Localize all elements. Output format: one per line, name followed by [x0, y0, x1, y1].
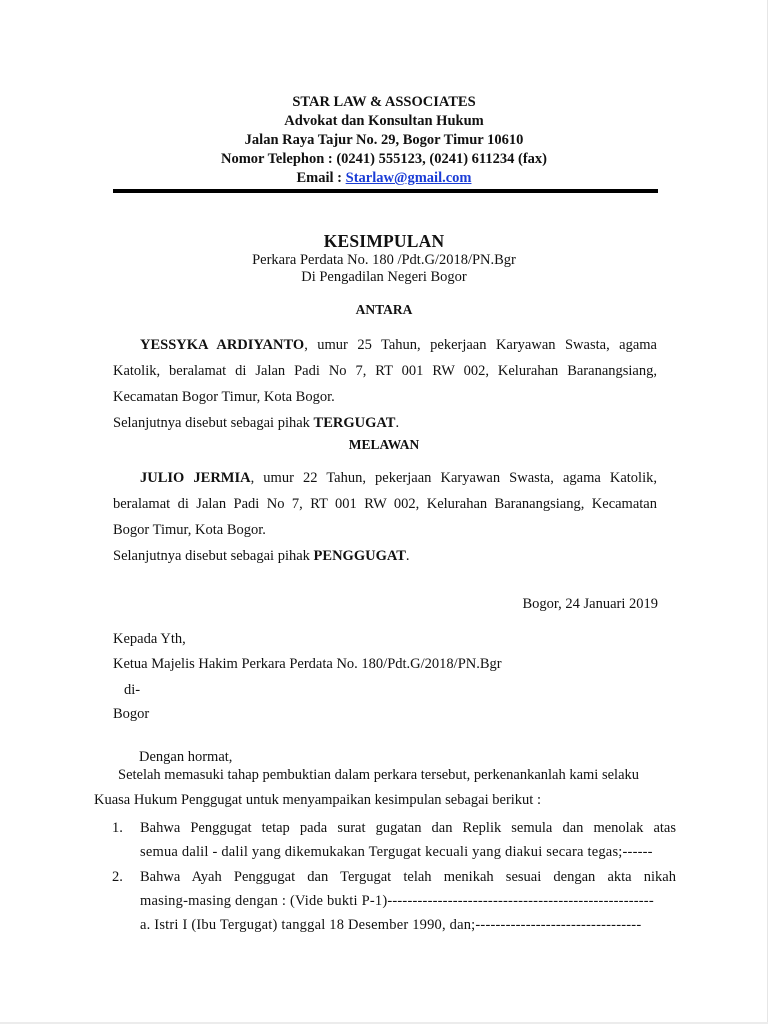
recipient-salutation: Kepada Yth,: [113, 631, 186, 647]
list-body: Bahwa Ayah Penggugat dan Tergugat telah menikah sesuai dengan akta nikah masing-masing dengan : (Vide bukti P-1)----------------------------------------------------- a. Istri I (Ibu Tergugat) tanggal 18 Desember 1990, dan;---------------------------------: [140, 869, 676, 933]
party-line: YESSYKA ARDIYANTO, umur 25 Tahun, pekerjaan Karyawan Swasta, agama: [140, 337, 657, 353]
party-line: beralamat di Jalan Padi No 7, RT 001 RW 002, Kelurahan Baranangsiang, Kecamatan: [113, 496, 657, 512]
firm-address: Jalan Raya Tajur No. 29, Bogor Timur 10610: [244, 132, 524, 148]
party-role-line: Selanjutnya disebut sebagai pihak PENGGUGAT.: [113, 548, 410, 564]
list-item: [112, 816, 676, 866]
party-plaintiff: [113, 465, 657, 569]
firm-email-line: [0, 169, 768, 188]
list-body: Bahwa Penggugat tetap pada surat gugatan dan Replik semula dan menolak atas semua dalil - dalil yang dikemukakan Tergugat kecuali yang diakui secara tegas;------: [140, 820, 676, 860]
court-name: Di Pengadilan Negeri Bogor: [301, 269, 467, 285]
recipient-name: Ketua Majelis Hakim Perkara Perdata No. 180/Pdt.G/2018/PN.Bgr: [113, 656, 502, 672]
party-role-line: Selanjutnya disebut sebagai pihak TERGUGAT.: [113, 415, 400, 431]
party-defendant: [113, 332, 657, 436]
firm-name: STAR LAW & ASSOCIATES: [292, 94, 476, 110]
letter-date: Bogor, 24 Januari 2019: [522, 596, 658, 612]
document-title: KESIMPULAN: [323, 231, 445, 251]
firm-phone: Nomor Telephon : (0241) 555123, (0241) 611234 (fax): [221, 151, 547, 167]
party-line: Kecamatan Bogor Timur, Kota Bogor.: [113, 389, 335, 405]
party-role: TERGUGAT: [313, 415, 396, 431]
party-line: Bogor Timur, Kota Bogor.: [113, 522, 266, 538]
party-line: Katolik, beralamat di Jalan Padi No 7, RT 001 RW 002, Kelurahan Baranangsiang,: [113, 363, 657, 379]
recipient-city: Bogor: [113, 706, 150, 722]
opening-line: Kuasa Hukum Penggugat untuk menyampaikan kesimpulan sebagai berikut :: [94, 792, 541, 808]
email-link[interactable]: Starlaw@gmail.com: [345, 170, 472, 186]
firm-subtitle: Advokat dan Konsultan Hukum: [284, 113, 484, 129]
list-number: 1.: [112, 820, 123, 836]
letterhead: [0, 93, 768, 188]
between-heading: ANTARA: [355, 302, 413, 317]
opening-line: Setelah memasuki tahap pembuktian dalam perkara tersebut, perkenankanlah kami selaku: [118, 767, 640, 783]
versus-heading: MELAWAN: [348, 437, 420, 452]
party-role: PENGGUGAT: [313, 548, 406, 564]
email-label: Email :: [296, 170, 346, 186]
case-number: Perkara Perdata No. 180 /Pdt.G/2018/PN.Bgr: [252, 252, 516, 268]
list-item: [112, 865, 676, 941]
list-number: 2.: [112, 869, 123, 885]
recipient-at: di-: [124, 682, 141, 698]
greeting: Dengan hormat,: [139, 749, 233, 765]
party-name: JULIO JERMIA: [140, 470, 251, 486]
party-line: JULIO JERMIA, umur 22 Tahun, pekerjaan Karyawan Swasta, agama Katolik,: [140, 470, 657, 486]
party-name: YESSYKA ARDIYANTO: [140, 337, 305, 353]
letterhead-divider: [113, 189, 658, 193]
